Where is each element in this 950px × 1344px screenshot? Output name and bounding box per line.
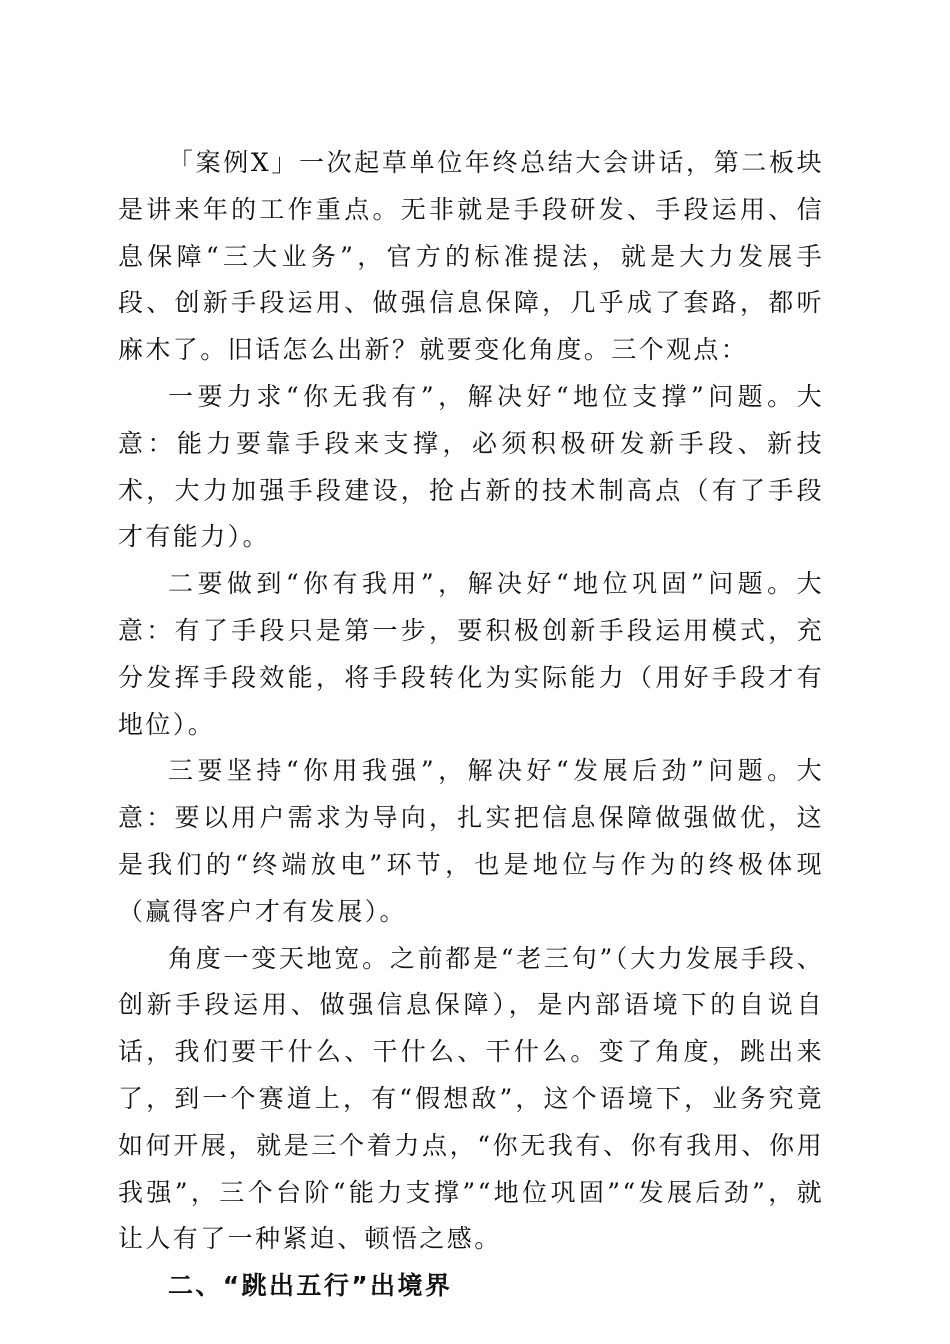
paragraph-point-two: 二要做到“你有我用”，解决好“地位巩固”问题。大意：有了手段只是第一步，要积极创新手段运用模式，充分发挥手段效能，将手段转化为实际能力（用好手段才有地位）。 <box>118 569 824 739</box>
paragraph-summary: 角度一变天地宽。之前都是“老三句”（大力发展手段、创新手段运用、做强信息保障），是内部语境下的自说自话，我们要干什么、干什么、干什么。变了角度，跳出来了，到一个赛道上，有“假想敌”，这个语境下，业务究竟如何开展，就是三个着力点，“你无我有、你有我用、你用我强”，三个台阶“能力支撑”“地位巩固”“发展后劲”，就让人有了一种紧迫、顿悟之感。 <box>118 943 824 1254</box>
paragraph-point-one: 一要力求“你无我有”，解决好“地位支撑”问题。大意：能力要靠手段来支撑，必须积极研发新手段、新技术，大力加强手段建设，抢占新的技术制高点（有了手段才有能力）。 <box>118 381 824 552</box>
section-heading: 二、“跳出五行”出境界 <box>168 1271 453 1301</box>
paragraph-point-three: 三要坚持“你用我强”，解决好“发展后劲”问题。大意：要以用户需求为导向，扎实把信息保障做强做优，这是我们的“终端放电”环节，也是地位与作为的终极体现（赢得客户才有发展）。 <box>118 756 824 926</box>
document-body <box>118 140 824 1310</box>
paragraph-case-intro: 「案例Ⅹ」一次起草单位年终总结大会讲话，第二板块是讲来年的工作重点。无非就是手段研发、手段运用、信息保障“三大业务”，官方的标准提法，就是大力发展手段、创新手段运用、做强信息保障，几乎成了套路，都听麻木了。旧话怎么出新？就要变化角度。三个观点： <box>118 148 824 365</box>
